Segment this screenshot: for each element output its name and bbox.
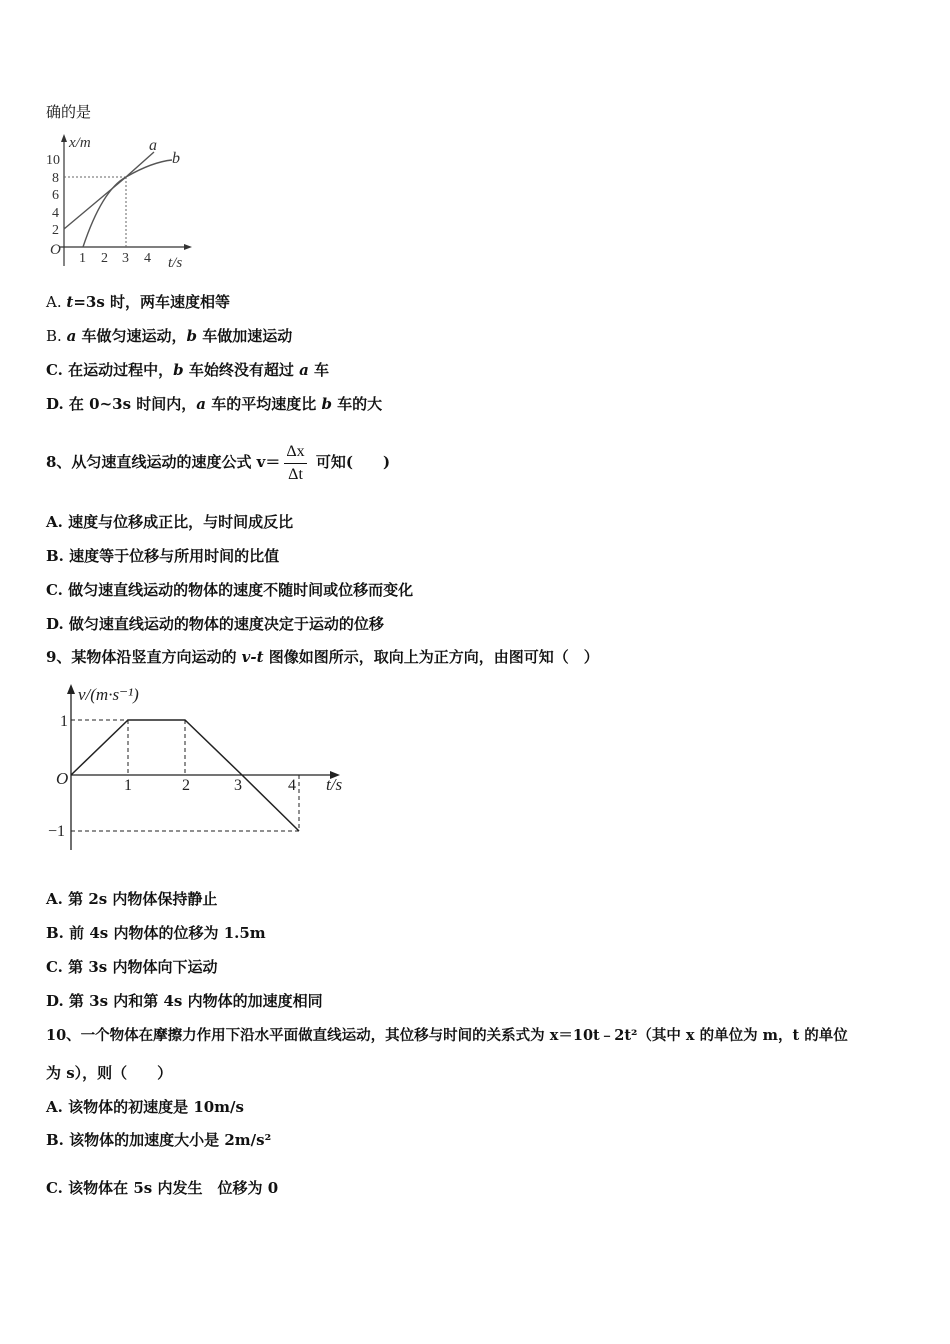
line-b-label: b: [172, 150, 180, 167]
x-tick-4: 4: [144, 251, 151, 266]
q7-d-var2: b: [321, 395, 332, 413]
x-tick-3: 3: [234, 777, 242, 794]
q9-stem-pre: 9、某物体沿竖直方向运动的: [46, 648, 242, 666]
y-tick-10: 10: [46, 153, 60, 168]
q8-stem-post: 可知( ): [310, 453, 391, 471]
q9-b-bold2: 1.5m: [223, 924, 266, 942]
q9-b-text: 内物体的位移为: [108, 924, 224, 942]
q8-stem-pre: 8、从匀速直线运动的速度公式 v＝: [46, 453, 281, 471]
q9-d-bold2: 4s: [163, 992, 183, 1010]
q9-stem: [46, 647, 599, 667]
y-tick-2: 2: [52, 223, 59, 238]
q7-b-var2: b: [186, 327, 198, 345]
q9-d-bold: 3s: [89, 992, 109, 1010]
q10-option-b: [46, 1130, 271, 1150]
q7-option-c: [46, 360, 329, 380]
q7-c-text1: 车始终没有超过: [183, 361, 300, 379]
q9-option-a: [46, 889, 217, 909]
x-axis-label: t/s: [168, 255, 183, 271]
q7-d-var1: a: [196, 395, 206, 413]
line-b: [83, 160, 172, 247]
q9-b-prefix: B. 前: [46, 924, 90, 942]
q9-c-prefix: C. 第: [46, 958, 89, 976]
q9-option-d: [46, 991, 323, 1011]
q10-b-bold: 2m/s²: [224, 1131, 272, 1149]
y-tick-6: 6: [52, 188, 59, 203]
q10-c-prefix: C. 该物体在: [46, 1179, 134, 1197]
q7-d-text3: 车的大: [331, 395, 383, 413]
q7-d-text2: 车的平均速度比: [206, 395, 322, 413]
x-tick-1: 1: [124, 777, 132, 794]
x-tick-4: 4: [288, 777, 296, 794]
q7-a-text: =3s 时，两车速度相等: [73, 293, 230, 311]
q9-d-prefix: D. 第: [46, 992, 90, 1010]
q8-stem: [46, 432, 390, 492]
q10-c-bold2: 0: [267, 1179, 279, 1197]
q9-c-text: 内物体向下运动: [107, 958, 218, 976]
q9-d-text: 内和第: [108, 992, 164, 1010]
y-axis-label: x/m: [69, 135, 91, 151]
q7-a-var: t: [66, 293, 74, 311]
q8-frac-den: Δt: [288, 465, 303, 483]
origin-label: O: [56, 769, 69, 788]
origin-label: O: [50, 242, 61, 258]
q7-b-var1: a: [66, 327, 77, 345]
q7-c-text2: 车: [308, 361, 330, 379]
q10-option-c: [46, 1178, 278, 1198]
q8-option-b: B. 速度等于位移与所用时间的比值: [46, 547, 280, 565]
q7-d-text1: 时间内，: [131, 395, 197, 413]
q7-c-var2: a: [299, 361, 309, 379]
y-axis-label: v/(m·s⁻¹): [78, 685, 139, 704]
line-a: [64, 152, 154, 229]
q10-c-text: 内发生 位移为: [152, 1179, 268, 1197]
q7-b-text2: 车做加速运动: [197, 327, 293, 345]
q9-a-prefix: A. 第: [46, 890, 89, 908]
q10-a-bold: 10m/s: [193, 1098, 244, 1116]
q10-c-bold: 5s: [133, 1179, 153, 1197]
y-tick-neg1: −1: [48, 823, 66, 840]
q7-b-prefix: B.: [46, 327, 67, 345]
q7-b-text1: 车做匀速运动，: [76, 327, 187, 345]
q10-b-prefix: B. 该物体的加速度大小是: [46, 1131, 225, 1149]
x-axis-label: t/s: [326, 775, 343, 794]
y-tick-4: 4: [52, 206, 59, 221]
q10-stem-line1: 10、一个物体在摩擦力作用下沿水平面做直线运动，其位移与时间的关系式为 x＝10t﹣2t²（其中 x 的单位为 m，t 的单位: [46, 1027, 848, 1044]
q7-option-a: [46, 292, 230, 312]
q8-frac-num: Δx: [284, 441, 306, 464]
q10-a-prefix: A. 该物体的初速度是: [46, 1098, 194, 1116]
y-tick-8: 8: [52, 171, 59, 186]
intro-text: 确的是: [46, 103, 92, 121]
q7-option-d: [46, 394, 382, 414]
q9-a-bold: 2s: [88, 890, 108, 908]
q7-option-b: [46, 326, 292, 346]
q8-fraction: [284, 441, 306, 486]
q9-c-bold: 3s: [88, 958, 108, 976]
q7-a-prefix: A.: [46, 293, 67, 311]
x-tick-2: 2: [182, 777, 190, 794]
xt-graph: [42, 130, 202, 272]
q9-option-c: [46, 957, 217, 977]
q9-stem-var: v-t: [241, 648, 264, 666]
y-tick-1: 1: [60, 713, 68, 730]
q8-option-a: A. 速度与位移成正比，与时间成反比: [46, 513, 294, 531]
q7-d-bold: 0~3s: [89, 395, 132, 413]
q9-stem-post: 图像如图所示，取向上为正方向，由图可知（ ）: [263, 648, 599, 666]
q8-option-d: D. 做匀速直线运动的物体的速度决定于运动的位移: [46, 615, 384, 633]
q8-option-c: C. 做匀速直线运动的物体的速度不随时间或位移而变化: [46, 581, 414, 599]
line-a-label: a: [149, 137, 157, 154]
x-tick-2: 2: [101, 251, 108, 266]
q9-a-text: 内物体保持静止: [107, 890, 218, 908]
q9-d-text2: 内物体的加速度相同: [182, 992, 323, 1010]
q9-option-b: [46, 923, 266, 943]
x-tick-3: 3: [122, 251, 129, 266]
q7-c-var1: b: [173, 361, 184, 379]
q10-stem-line2: 为 s），则（ ）: [46, 1064, 173, 1082]
q9-b-bold: 4s: [89, 924, 109, 942]
q7-d-prefix: D. 在: [46, 395, 90, 413]
q7-c-prefix: C. 在运动过程中，: [46, 361, 174, 379]
x-tick-1: 1: [79, 251, 86, 266]
vt-graph: [42, 676, 352, 856]
q10-option-a: [46, 1097, 244, 1117]
